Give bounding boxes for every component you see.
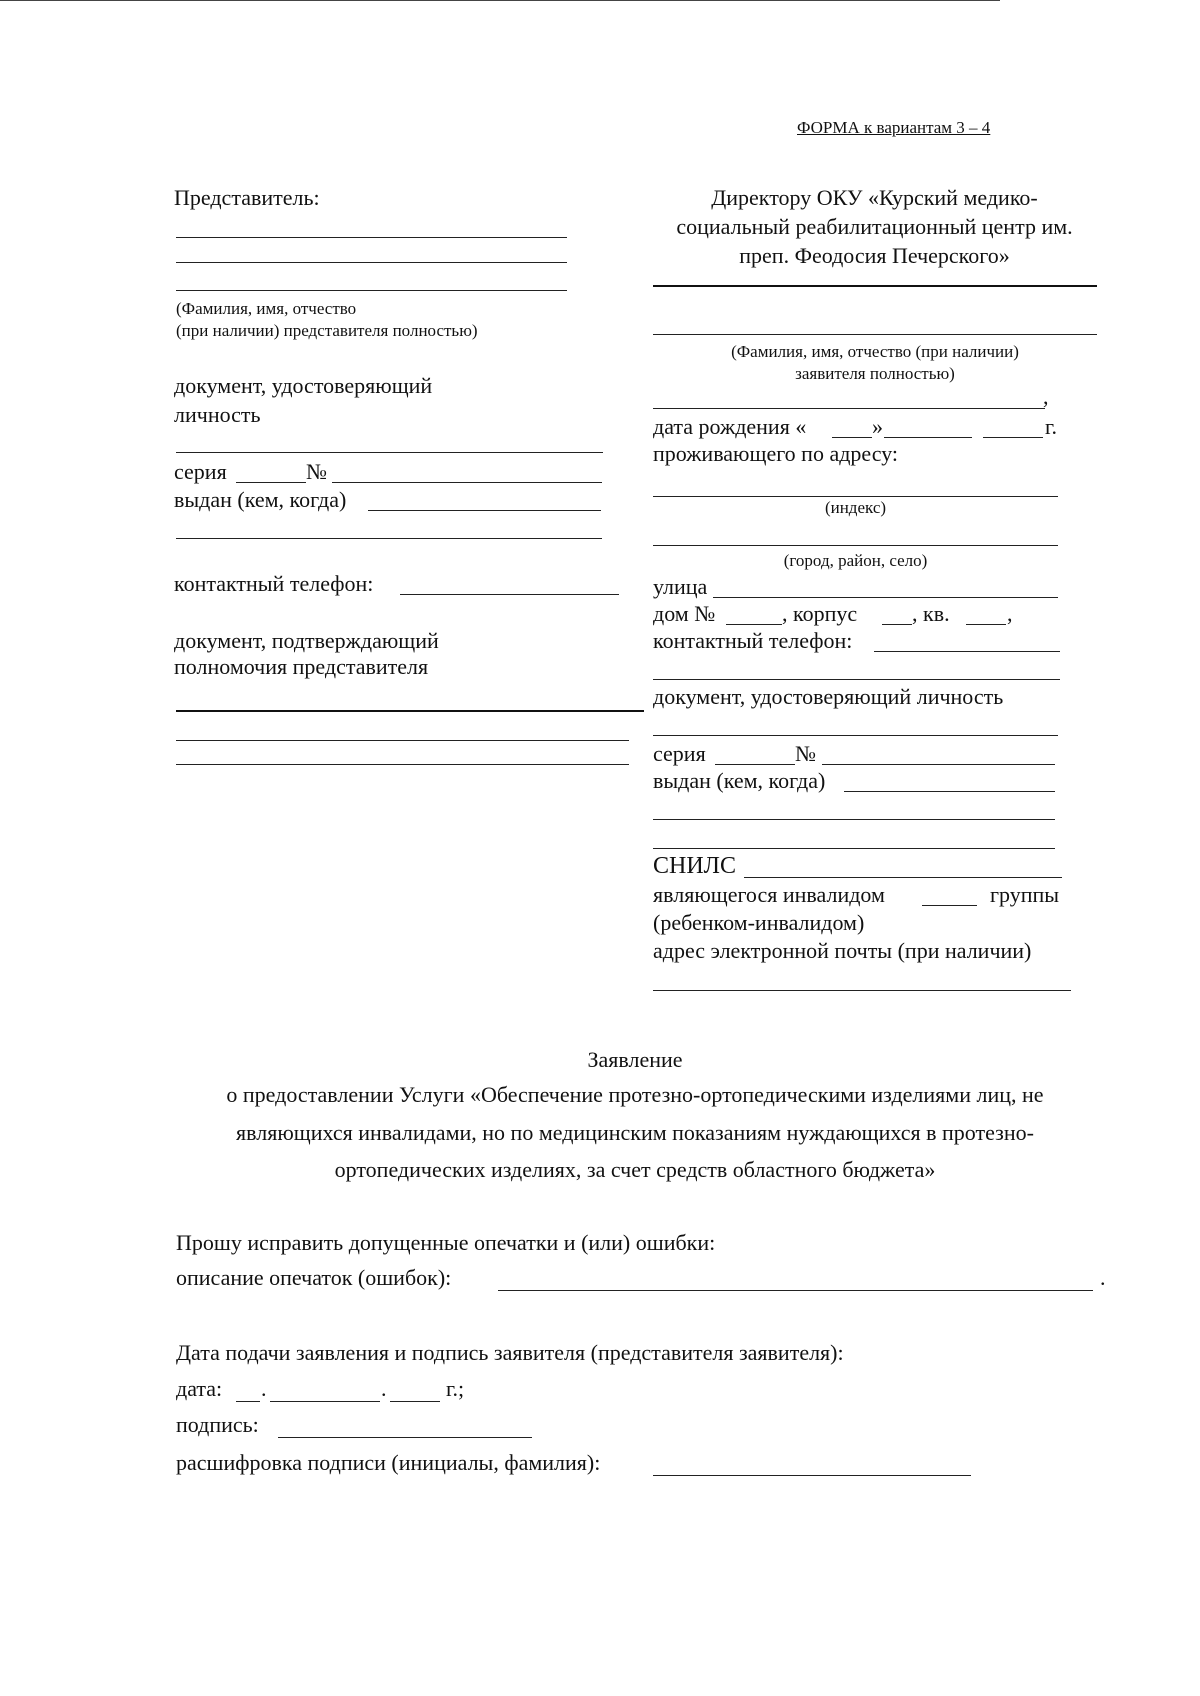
rep-id-document-label-2: личность bbox=[174, 402, 261, 427]
applicant-issued-field[interactable] bbox=[844, 791, 1055, 792]
applicant-phone-label: контактный телефон: bbox=[653, 628, 853, 653]
error-description-label: описание опечаток (ошибок): bbox=[176, 1265, 452, 1290]
addressee-line-3: преп. Феодосия Печерского» bbox=[739, 243, 1010, 268]
rep-issued-field[interactable] bbox=[368, 510, 601, 511]
apartment-label: , кв. bbox=[912, 601, 950, 626]
representative-name-line-2[interactable] bbox=[176, 262, 567, 263]
representative-title: Представитель: bbox=[174, 185, 320, 210]
disability-label: являющегося инвалидом bbox=[653, 882, 885, 907]
rep-series-label: серия bbox=[174, 459, 227, 484]
apartment-comma: , bbox=[1007, 601, 1013, 626]
rep-authority-doc-label-1: документ, подтверждающий bbox=[174, 628, 439, 653]
disability-child-label: (ребенком-инвалидом) bbox=[653, 910, 865, 935]
rep-phone-field[interactable] bbox=[400, 594, 619, 595]
applicant-id-doc-field[interactable] bbox=[653, 735, 1058, 736]
email-label: адрес электронной почты (при наличии) bbox=[653, 938, 1032, 963]
rep-phone-label: контактный телефон: bbox=[174, 571, 374, 596]
representative-name-line-3[interactable] bbox=[176, 290, 567, 291]
applicant-series-field[interactable] bbox=[715, 764, 795, 765]
applicant-name-line-2[interactable] bbox=[653, 408, 1045, 409]
rep-authority-doc-line-2[interactable] bbox=[176, 740, 629, 741]
apartment-field[interactable] bbox=[966, 624, 1006, 625]
disability-group-suffix: группы bbox=[990, 882, 1060, 907]
representative-fio-caption-1: (Фамилия, имя, отчество bbox=[176, 299, 357, 318]
rep-id-document-line[interactable] bbox=[176, 452, 603, 453]
applicant-number-field[interactable] bbox=[822, 764, 1055, 765]
birth-month-field[interactable] bbox=[884, 437, 972, 438]
address-city-field[interactable] bbox=[653, 545, 1058, 546]
date-dot-1: . bbox=[261, 1376, 267, 1401]
rep-number-field[interactable] bbox=[332, 482, 602, 483]
addressee-rule bbox=[653, 285, 1097, 287]
error-description-dot: . bbox=[1100, 1265, 1106, 1290]
rep-issued-label: выдан (кем, когда) bbox=[174, 487, 347, 512]
date-year-field[interactable] bbox=[390, 1401, 440, 1402]
index-caption: (индекс) bbox=[824, 498, 887, 517]
rep-authority-doc-line-3[interactable] bbox=[176, 764, 629, 765]
representative-name-line-1[interactable] bbox=[176, 237, 567, 238]
signature-decode-label: расшифровка подписи (инициалы, фамилия): bbox=[176, 1450, 601, 1475]
signature-field[interactable] bbox=[278, 1437, 532, 1438]
applicant-id-doc-label: документ, удостоверяющий личность bbox=[653, 684, 1004, 709]
statement-line-2: являющихся инвалидами, но по медицинским показаниям нуждающихся в протезно- bbox=[236, 1120, 1034, 1145]
rep-id-document-label-1: документ, удостоверяющий bbox=[174, 373, 433, 398]
residing-label: проживающего по адресу: bbox=[653, 441, 899, 466]
building-label: , корпус bbox=[782, 601, 858, 626]
form-label: ФОРМА к вариантам 3 – 4 bbox=[797, 118, 991, 137]
birth-day-field[interactable] bbox=[832, 437, 872, 438]
rep-series-field[interactable] bbox=[236, 482, 306, 483]
date-month-field[interactable] bbox=[270, 1401, 380, 1402]
statement-line-1: о предоставлении Услуги «Обеспечение протезно-ортопедическими изделиями лиц, не bbox=[226, 1082, 1044, 1107]
addressee-line-1: Директору ОКУ «Курский медико- bbox=[711, 185, 1038, 210]
snils-label: СНИЛС bbox=[653, 853, 736, 879]
signature-label: подпись: bbox=[176, 1412, 259, 1437]
email-field[interactable] bbox=[653, 990, 1071, 991]
date-dot-2: . bbox=[381, 1376, 387, 1401]
applicant-fio-caption-1: (Фамилия, имя, отчество (при наличии) bbox=[731, 342, 1019, 361]
disability-group-field[interactable] bbox=[922, 905, 977, 906]
signature-decode-field[interactable] bbox=[653, 1475, 971, 1476]
signature-intro: Дата подачи заявления и подпись заявителя (представителя заявителя): bbox=[176, 1340, 844, 1365]
city-caption: (город, район, село) bbox=[783, 551, 928, 570]
street-field[interactable] bbox=[713, 597, 1058, 598]
applicant-issued-field-3[interactable] bbox=[653, 848, 1055, 849]
rep-authority-doc-line-1[interactable] bbox=[176, 710, 644, 712]
street-label: улица bbox=[653, 574, 708, 599]
applicant-name-line[interactable] bbox=[653, 334, 1097, 335]
applicant-issued-label: выдан (кем, когда) bbox=[653, 768, 826, 793]
birth-date-label: дата рождения « bbox=[653, 414, 807, 439]
top-border-line bbox=[0, 0, 1000, 1]
addressee-line-2: социальный реабилитационный центр им. bbox=[676, 214, 1073, 239]
applicant-phone-field[interactable] bbox=[874, 651, 1060, 652]
date-label: дата: bbox=[176, 1376, 223, 1401]
birth-year-suffix: г. bbox=[1045, 414, 1058, 439]
applicant-name-comma: , bbox=[1043, 384, 1049, 409]
snils-field[interactable] bbox=[744, 877, 1062, 878]
building-field[interactable] bbox=[882, 624, 912, 625]
statement-line-3: ортопедических изделиях, за счет средств областного бюджета» bbox=[334, 1157, 936, 1182]
representative-fio-caption-2: (при наличии) представителя полностью) bbox=[176, 321, 478, 340]
error-description-field[interactable] bbox=[498, 1290, 1093, 1291]
date-day-field[interactable] bbox=[236, 1401, 260, 1402]
applicant-issued-field-2[interactable] bbox=[653, 819, 1055, 820]
applicant-number-label: № bbox=[795, 741, 816, 766]
birth-date-quote: » bbox=[872, 414, 883, 439]
house-field[interactable] bbox=[726, 624, 782, 625]
house-label: дом № bbox=[653, 601, 716, 626]
request-text: Прошу исправить допущенные опечатки и (или) ошибки: bbox=[176, 1230, 716, 1255]
date-year-suffix: г.; bbox=[446, 1376, 465, 1401]
rep-number-label: № bbox=[306, 459, 327, 484]
statement-heading: Заявление bbox=[587, 1047, 683, 1072]
birth-year-field[interactable] bbox=[983, 437, 1043, 438]
applicant-series-label: серия bbox=[653, 741, 706, 766]
applicant-fio-caption-2: заявителя полностью) bbox=[795, 364, 955, 383]
applicant-phone-field-2[interactable] bbox=[653, 679, 1060, 680]
rep-authority-doc-label-2: полномочия представителя bbox=[174, 654, 429, 679]
rep-issued-field-2[interactable] bbox=[176, 538, 602, 539]
